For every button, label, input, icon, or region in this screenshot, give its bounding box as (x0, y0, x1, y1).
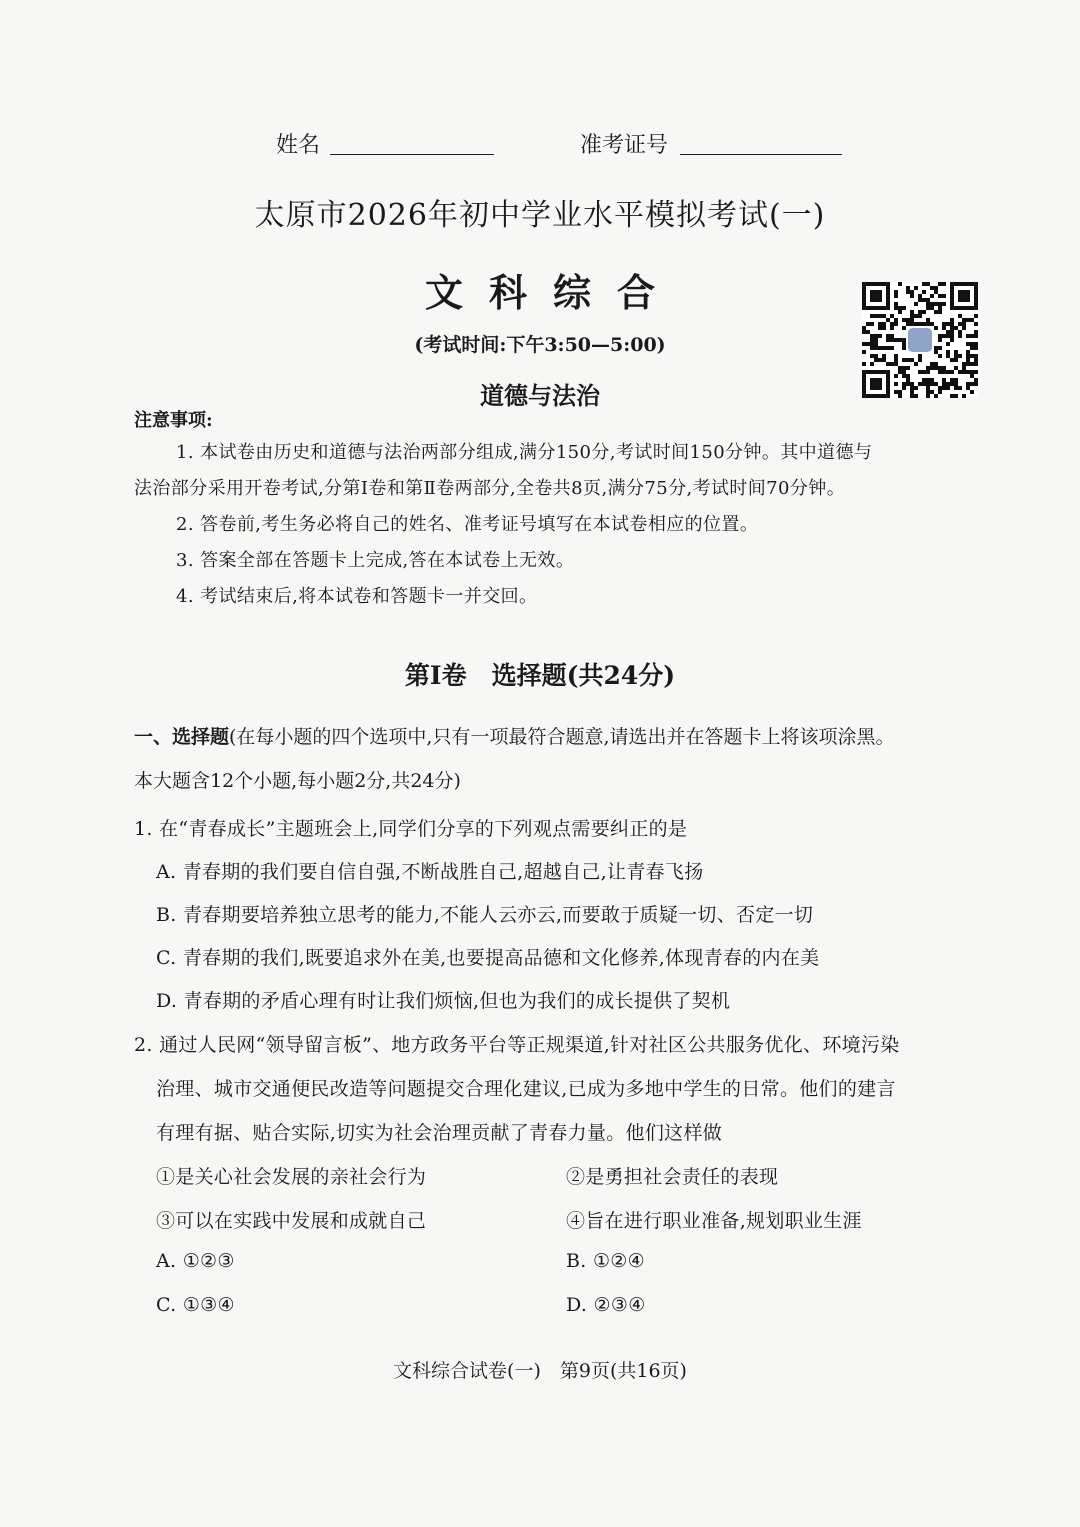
question-2-option-b: B. ①②④ (566, 1250, 645, 1272)
notice-line: 1. 本试卷由历史和道德与法治两部分组成,满分150分,考试时间150分钟。其中道德与 (176, 442, 873, 463)
section-instruction-line2: 本大题含12个小题,每小题2分,共24分) (134, 770, 461, 792)
section-instruction (134, 722, 895, 749)
question-1-option-a: A. 青春期的我们要自信自强,不断战胜自己,超越自己,让青春飞扬 (156, 861, 704, 883)
question-2-statement-4: ④旨在进行职业准备,规划职业生涯 (566, 1210, 862, 1232)
question-1-option-b: B. 青春期要培养独立思考的能力,不能人云亦云,而要敢于质疑一切、否定一切 (156, 904, 814, 926)
candidate-info-row (0, 126, 1080, 166)
question-1-stem: 1. 在“青春成长”主题班会上,同学们分享的下列观点需要纠正的是 (134, 818, 688, 840)
question-2-statement-3: ③可以在实践中发展和成就自己 (156, 1210, 427, 1232)
notice-line: 3. 答案全部在答题卡上完成,答在本试卷上无效。 (176, 550, 575, 571)
question-2-stem: 2. 通过人民网“领导留言板”、地方政务平台等正规渠道,针对社区公共服务优化、环境污染 (134, 1034, 900, 1056)
question-1-option-c: C. 青春期的我们,既要追求外在美,也要提高品德和文化修养,体现青春的内在美 (156, 947, 820, 969)
question-2-option-d: D. ②③④ (566, 1294, 646, 1316)
page-footer: 文科综合试卷(一) 第9页(共16页) (393, 1360, 687, 1382)
question-2-stem: 治理、城市交通便民改造等问题提交合理化建议,已成为多地中学生的日常。他们的建言 (156, 1078, 896, 1100)
question-2-option-a: A. ①②③ (156, 1250, 235, 1272)
name-label: 姓名 (276, 133, 321, 158)
exam-id-label: 准考证号 (580, 133, 669, 158)
part-title: 道德与法治 (480, 381, 600, 410)
question-2-stem: 有理有据、贴合实际,切实为社会治理贡献了青春力量。他们这样做 (156, 1122, 723, 1144)
qr-code-icon (862, 282, 978, 398)
notice-line: 法治部分采用开卷考试,分第Ⅰ卷和第Ⅱ卷两部分,全卷共8页,满分75分,考试时间70分钟。 (134, 478, 846, 499)
notice-heading: 注意事项: (134, 410, 213, 431)
subject-title: 文科综合 (424, 270, 681, 315)
notice-line: 4. 考试结束后,将本试卷和答题卡一并交回。 (176, 586, 538, 607)
name-blank (330, 130, 494, 155)
instruction-heading: 一、选择题 (134, 726, 230, 748)
section-title: 第Ⅰ卷 选择题(共24分) (404, 661, 676, 690)
question-1-option-d: D. 青春期的矛盾心理有时让我们烦恼,但也为我们的成长提供了契机 (156, 990, 731, 1012)
question-2-statement-2: ②是勇担社会责任的表现 (566, 1166, 779, 1188)
instruction-text: (在每小题的四个选项中,只有一项最符合题意,请选出并在答题卡上将该项涂黑。 (229, 726, 895, 748)
exam-time: (考试时间:下午3:50—5:00) (414, 334, 666, 356)
question-2-option-c: C. ①③④ (156, 1294, 235, 1316)
exam-title: 太原市2026年初中学业水平模拟考试(一) (254, 198, 826, 233)
exam-id-blank (680, 130, 842, 155)
notice-line: 2. 答卷前,考生务必将自己的姓名、准考证号填写在本试卷相应的位置。 (176, 514, 759, 535)
question-2-statement-1: ①是关心社会发展的亲社会行为 (156, 1166, 427, 1188)
